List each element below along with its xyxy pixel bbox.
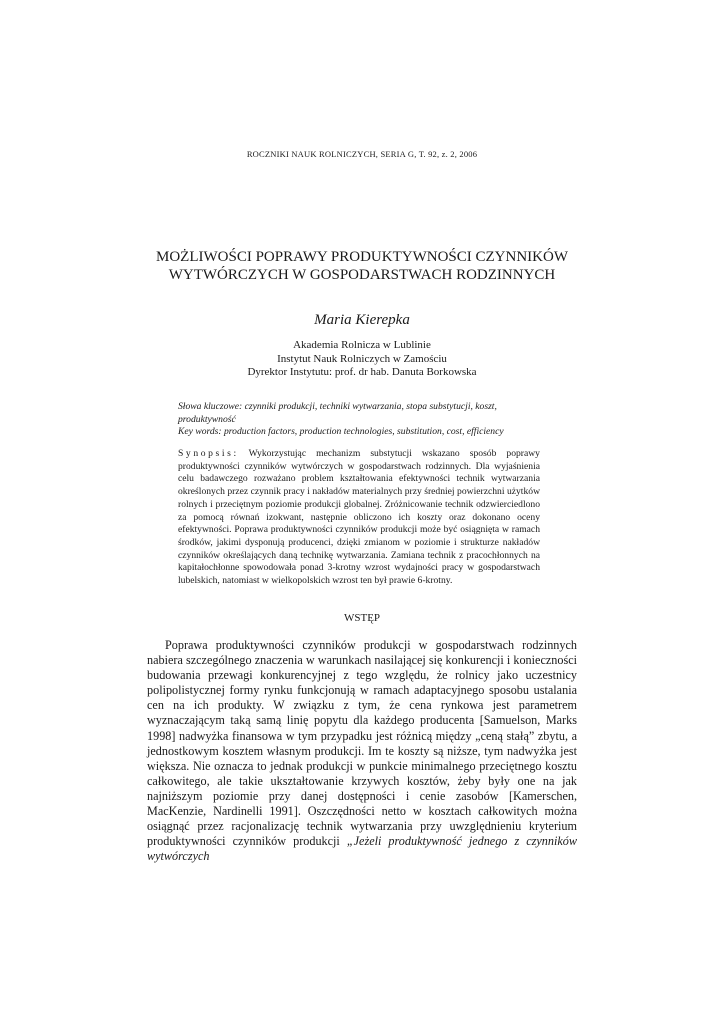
title-line-2: WYTWÓRCZYCH W GOSPODARSTWACH RODZINNYCH <box>168 267 556 283</box>
body-paragraph <box>147 638 577 864</box>
synopsis-text: Wykorzystując mechanizm substytucji wskazano sposób poprawy produktywności czynników wytwórczych w gospodarstwach rodzinnych. Dla wyjaśnienia celu badawczego rozważano problem kształtowania efektywności technik wytwarzania określonych przez czynnik pracy i nakładów materialnych przy średniej powierzchni użytków rolnych i przeciętnym poziomie produkcji globalnej. Zróżnicowanie technik odzwierciedlono za pomocą równań izokwant, następnie obliczono ich koszty oraz dokonano oceny efektywności. Poprawa produktywności czynników produkcji może być osiągnięta w ramach środków, jakimi dysponują producenci, dzięki zmianom w poziomie i strukturze nakładów czynników określających daną technikę wytwarzania. Zamiana technik z pracochłonnych na kapitałochłonne spowodowała ponad 3-krotny wzrost wydajności pracy w gospodarstwach lubelskich, natomiast w wielkopolskich wzrost ten był prawie 6-krotny. <box>178 448 540 587</box>
synopsis-label: Synopsis: <box>178 448 239 459</box>
synopsis <box>178 448 540 588</box>
keywords-en: Key words: production factors, production technologies, substitution, cost, efficiency <box>178 426 504 437</box>
keywords-pl: Słowa kluczowe: czynniki produkcji, techniki wytwarzania, stopa substytucji, koszt, produktywność <box>178 401 497 425</box>
keywords-block <box>178 401 540 439</box>
affiliation-line-3: Dyrektor Instytutu: prof. dr hab. Danuta Borkowska <box>247 366 477 378</box>
author-name: Maria Kierepka <box>314 312 410 328</box>
title-line-1: MOŻLIWOŚCI POPRAWY PRODUKTYWNOŚCI CZYNNIKÓW <box>156 249 568 265</box>
paragraph-text: Poprawa produktywności czynników produkcji w gospodarstwach rodzinnych nabiera szczególnego znaczenia w warunkach nasilającej się konkurencji i konieczności budowania przewagi konkurencyjnej z tego względu, że rolnicy jako uczestnicy polipolistycznej formy rynku funkcjonują w ramach adaptacyjnego sposobu ustalania cen na ich produkty. W związku z tym, że cena rynkowa jest parametrem wyznaczającym taką samą linię popytu dla każdego producenta [Samuelson, Marks 1998] nadwyżka finansowa w tym przypadku jest różnicą między „ceną stałą” zbytu, a jednostkowym kosztem własnym produkcji. Im te koszty są niższe, tym nadwyżka jest większa. Nie oznacza to jednak produkcji w punkcie minimalnego przeciętnego kosztu całkowitego, ale takie ukształtowanie krzywych kosztów, żeby były one na jak najniższym poziomie przy danej dostępności i cenie zasobów [Kamerschen, MacKenzie, Nardinelli 1991]. Oszczędności netto w kosztach całkowitych można osiągnąć przez racjonalizację technik wytwarzania przy uwzględnieniu kryterium produktywności czynników produkcji <box>147 638 577 849</box>
article-title <box>0 248 724 284</box>
affiliation <box>0 339 724 380</box>
affiliation-line-2: Instytut Nauk Rolniczych w Zamościu <box>277 352 447 365</box>
affiliation-line-1: Akademia Rolnicza w Lublinie <box>293 339 431 351</box>
section-title: WSTĘP <box>343 612 381 624</box>
running-header: ROCZNIKI NAUK ROLNICZYCH, SERIA G, T. 92, z. 2, 2006 <box>246 149 478 159</box>
paragraph-quote-italic: „Jeżeli produktywność jednego z czynników wytwórczych <box>147 834 577 864</box>
